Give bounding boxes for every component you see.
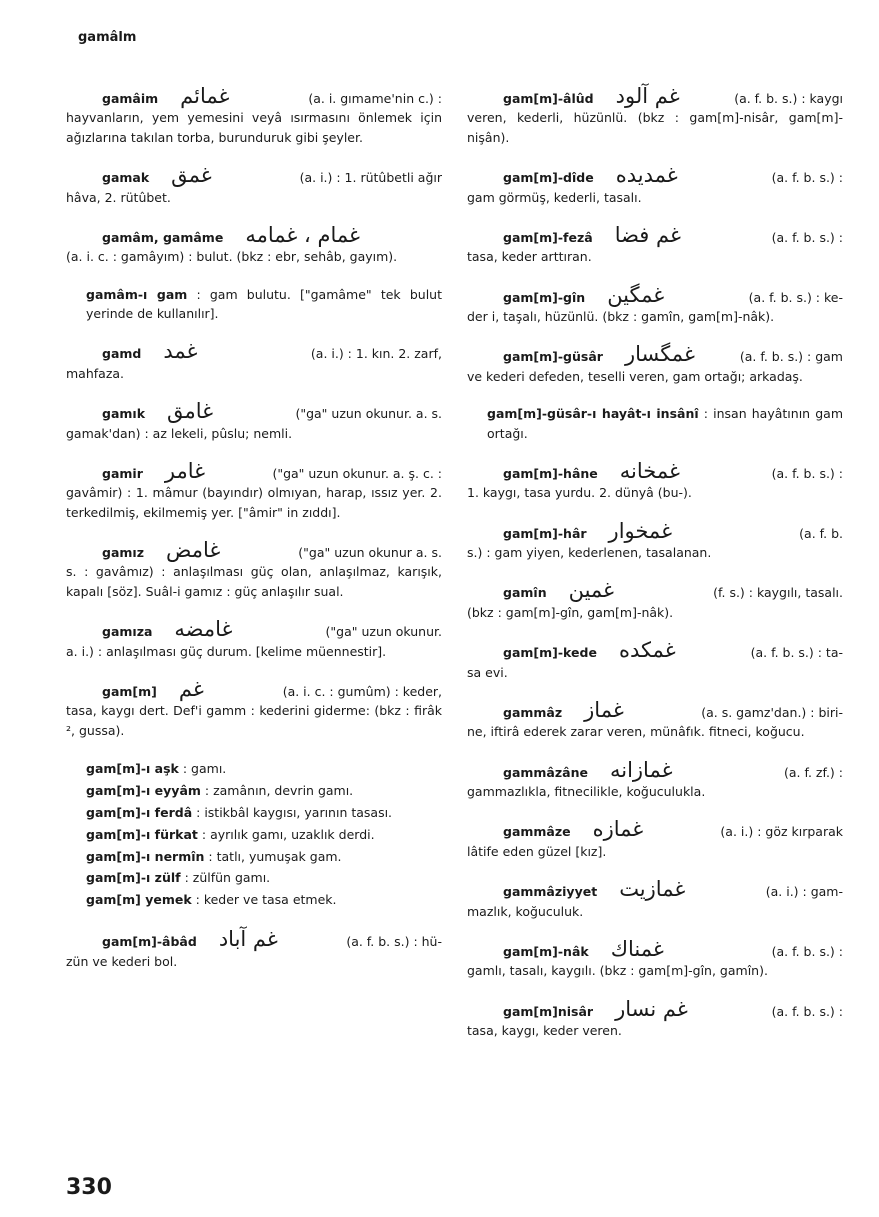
dictionary-entry (467, 580, 843, 622)
headword: gamâim (102, 91, 159, 106)
compound-entry (66, 285, 442, 324)
sub-definition: : keder ve tasa etmek. (195, 892, 337, 908)
headword: gamd (102, 346, 142, 362)
right-column (467, 86, 843, 1058)
dictionary-entry (467, 879, 843, 921)
headword: gam[m]-hâne (503, 465, 598, 481)
arabic-script: غامر (164, 458, 206, 483)
entry-definition: tasa, keder arttıran. (467, 249, 592, 265)
dictionary-entry (66, 676, 442, 740)
dictionary-entry (467, 518, 843, 563)
entry-first-line (467, 757, 843, 782)
sub-entry (66, 867, 442, 889)
entry-first-line (66, 619, 442, 641)
entry-grammar: (a. f. b. s.) : (771, 229, 843, 245)
sub-entry (66, 824, 442, 846)
compound-definition: : insan hayâtının gam ortağı. (487, 406, 843, 441)
entry-first-line (66, 676, 442, 701)
page-number: 330 (66, 1175, 112, 1200)
dictionary-entry (66, 165, 442, 207)
entry-first-line (467, 344, 843, 366)
dictionary-entry (467, 757, 843, 802)
compound-headword: gam[m]-güsâr-ı hayât-ı insânî (487, 406, 699, 422)
dictionary-entry (66, 540, 442, 601)
headword: gammâze (503, 824, 571, 840)
entry-grammar: (a. f. b. s.) : (771, 465, 843, 481)
sub-headword: gam[m]-ı fürkat (86, 826, 198, 842)
entry-first-line (467, 697, 843, 722)
sub-headword: gam[m]-ı nermîn (86, 848, 205, 864)
arabic-script: غم آلود (615, 84, 680, 108)
sub-headword: gam[m]-ı eyyâm (86, 782, 201, 798)
entry-grammar: ("ga" uzun okunur. a. ş. c. : (272, 465, 442, 481)
arabic-script: غمام ، غمامه (245, 222, 361, 247)
left-column (66, 86, 442, 989)
entry-first-line (467, 936, 843, 961)
sub-definition: : zamânın, devrin gamı. (204, 782, 354, 798)
entry-definition: gammazlıkla, fitnecilikle, koğuculukla. (467, 784, 706, 799)
headword: gam[m]-güsâr (503, 349, 603, 365)
entry-grammar: (a. f. b. s.) : (771, 1003, 843, 1019)
entry-definition: hâva, 2. rütûbet. (66, 189, 171, 205)
dictionary-entry (467, 640, 843, 682)
compound-headword: gamâm-ı gam (86, 286, 188, 302)
entry-definition: gam görmüş, kederli, tasalı. (467, 189, 642, 205)
dictionary-entry (66, 458, 442, 522)
entry-definition: ve kederi defeden, teselli veren, gam ortağı; arkadaş. (467, 368, 803, 384)
dictionary-entry (467, 344, 843, 386)
entry-first-line (66, 222, 442, 247)
arabic-script: غامض (165, 538, 221, 562)
dictionary-entry (467, 222, 843, 267)
entry-definition: mahfaza. (66, 365, 125, 381)
arabic-script: غمگسار (624, 342, 695, 367)
entry-definition: gavâmir) : 1. mâmur (bayındır) olmıyan, harap, ıssız yer. 2. terkedilmiş, ekilmemiş yer. ["âmir" in zıddı]. (66, 485, 442, 520)
headword: gammâz (503, 704, 563, 720)
dictionary-entry (467, 996, 843, 1041)
entry-grammar: (a. f. b. s.) : (771, 170, 843, 186)
entry-first-line (66, 458, 442, 483)
entry-first-line (467, 819, 843, 841)
headword: gamak (102, 170, 150, 186)
sub-headword: gam[m]-ı ferdâ (86, 804, 193, 820)
entry-grammar: (a. f. b. s.) : gam (739, 349, 843, 365)
entry-grammar: (a. i.) : 1. kın. 2. zarf, (310, 346, 442, 362)
entry-first-line (467, 518, 843, 543)
arabic-script: غمازیت (619, 877, 686, 902)
entry-definition: tasa, kaygı, keder veren. (467, 1023, 622, 1038)
entry-grammar: ("ga" uzun okunur a. s. (298, 545, 442, 560)
entry-grammar: (a. f. b. s.) : kaygı (734, 91, 843, 106)
entry-first-line (467, 458, 843, 483)
entry-definition: s.) : gam yiyen, kederlenen, tasalanan. (467, 545, 712, 560)
arabic-script: غم نسار (615, 996, 688, 1021)
entry-definition: (a. i. c. : gamâyım) : bulut. (bkz : ebr, sehâb, gayım). (66, 249, 398, 265)
headword: gamîn (503, 585, 547, 601)
entry-definition: ne, iftirâ ederek zarar veren, münâfık. fitneci, koğucu. (467, 724, 805, 740)
dictionary-entry (66, 86, 442, 147)
headword: gamir (102, 465, 143, 481)
arabic-script: غمخانه (619, 458, 680, 483)
entry-definition: hayvanların, yem yemesini veyâ ısırmasını önlemek için ağızlarına takılan torba, burunduruk gibi şeyler. (66, 110, 442, 145)
entry-definition: mazlık, koğuculuk. (467, 903, 584, 919)
entry-grammar: (a. i.) : göz kırparak (720, 824, 843, 840)
entry-definition: gamak'dan) : az lekeli, pûslu; nemli. (66, 425, 293, 441)
headword: gamık (102, 406, 146, 422)
headword: gam[m]-nâk (503, 943, 589, 959)
entry-first-line (467, 86, 843, 108)
dictionary-entry (66, 929, 442, 971)
sub-entry (66, 780, 442, 802)
entry-first-line (467, 580, 843, 602)
arabic-script: غمد (163, 339, 198, 364)
arabic-script: غماز (584, 697, 624, 722)
dictionary-entry (66, 401, 442, 443)
entry-grammar: (a. i.) : 1. rütûbetli ağır (299, 170, 442, 186)
entry-first-line (66, 401, 442, 423)
entry-definition: 1. kaygı, tasa yurdu. 2. dünyâ (bu-). (467, 485, 692, 501)
arabic-script: غمازه (592, 817, 644, 842)
entry-first-line (66, 341, 442, 363)
entry-first-line (467, 222, 843, 247)
sub-definition: : zülfün gamı. (184, 870, 271, 886)
entry-grammar: (a. f. b. s.) : ta- (750, 645, 843, 661)
entry-definition: sa evi. (467, 664, 508, 680)
entry-first-line (467, 640, 843, 662)
headword: gammâziyyet (503, 884, 598, 900)
dictionary-entry (467, 697, 843, 742)
entry-grammar: ("ga" uzun okunur. a. s. (295, 406, 442, 422)
sub-definition: : ayrılık gamı, uzaklık derdi. (201, 826, 375, 842)
dictionary-entry (467, 165, 843, 207)
headword: gamâm, gamâme (102, 229, 224, 245)
entry-grammar: (a. f. b. s.) : hü- (346, 934, 442, 950)
arabic-script: غامق (167, 399, 214, 424)
dictionary-entry (467, 819, 843, 861)
compound-definition: : gam bulutu. ["gamâme" tek bulut yerinde de kullanılır]. (86, 286, 442, 321)
headword: gam[m]-fezâ (503, 229, 593, 245)
entry-first-line (66, 540, 442, 562)
entry-grammar: (a. s. gamz'dan.) : biri- (701, 704, 843, 720)
arabic-script: غم (178, 676, 204, 701)
arabic-script: غمین (568, 578, 615, 603)
entry-definition: lâtife eden güzel [kız]. (467, 843, 607, 859)
arabic-script: غمکده (618, 638, 676, 663)
sub-definition: : tatlı, yumuşak gam. (208, 848, 342, 864)
arabic-script: غم فضا (614, 222, 681, 247)
arabic-script: غامضه (174, 617, 233, 642)
sub-headword: gam[m] yemek (86, 892, 192, 908)
sub-entry (66, 846, 442, 868)
headword: gam[m]-hâr (503, 525, 587, 541)
headword: gamıza (102, 624, 153, 640)
entry-first-line (467, 996, 843, 1021)
sub-entry (66, 802, 442, 824)
entry-grammar: ("ga" uzun okunur. (325, 624, 442, 640)
headword: gam[m]nisâr (503, 1003, 594, 1019)
arabic-script: غمدیده (615, 163, 678, 188)
entry-definition: tasa, kaygı dert. Def'i gamm : kederini giderme: (bkz : firâk ², gussa). (66, 703, 442, 738)
dictionary-entry (467, 86, 843, 147)
entry-grammar: (a. i. gımame'nin c.) : (308, 91, 442, 106)
dictionary-entry (467, 458, 843, 503)
headword: gammâzâne (503, 764, 588, 780)
headword: gam[m]-kede (503, 645, 597, 661)
arabic-script: غمگین (607, 282, 665, 307)
compound-entry (467, 404, 843, 443)
entry-definition: zün ve kederi bol. (66, 953, 178, 969)
sub-entry (66, 758, 442, 780)
entry-grammar: (a. f. b. (799, 525, 843, 541)
headword: gam[m]-âbâd (102, 934, 197, 950)
entry-definition: s. : gavâmız) : anlaşılması güç olan, anlaşılmaz, karışık, kapalı [söz]. Suâl-i gamız : güç anlaşılır sual. (66, 564, 442, 599)
dictionary-entry (467, 282, 843, 327)
headword: gam[m] (102, 683, 157, 699)
entry-grammar: (a. i.) : gam- (765, 884, 843, 900)
arabic-script: غمق (171, 163, 212, 188)
entry-grammar: (a. i. c. : gumûm) : keder, (282, 683, 442, 699)
entry-definition: der i, taşalı, hüzünlü. (bkz : gamîn, gam[m]-nâk). (467, 309, 775, 324)
entry-grammar: (f. s.) : kaygılı, tasalı. (713, 585, 843, 601)
sub-entry (66, 889, 442, 911)
entry-definition: a. i.) : anlaşılması güç durum. [kelime müennestir]. (66, 643, 387, 659)
entry-first-line (66, 86, 442, 108)
arabic-script: غمناك (610, 936, 664, 961)
arabic-script: غم آباد (218, 927, 278, 952)
sub-definition: : istikbâl kaygısı, yarının tasası. (196, 804, 393, 820)
entry-grammar: (a. f. zf.) : (783, 764, 843, 780)
headword: gamız (102, 545, 144, 560)
entry-first-line (467, 165, 843, 187)
dictionary-entry (66, 222, 442, 267)
entry-grammar: (a. f. b. s.) : (771, 943, 843, 959)
page-header: gamâlm (78, 30, 137, 45)
arabic-script: غمخوار (608, 518, 673, 543)
headword: gam[m]-âlûd (503, 91, 594, 106)
entry-definition: gamlı, tasalı, kaygılı. (bkz : gam[m]-gîn, gamîn). (467, 963, 768, 979)
sub-definition: : gamı. (182, 761, 227, 776)
sub-headword: gam[m]-ı aşk (86, 761, 179, 776)
entry-first-line (66, 929, 442, 951)
dictionary-entry (66, 341, 442, 383)
dictionary-entry (66, 619, 442, 661)
headword: gam[m]-dîde (503, 170, 594, 186)
entry-definition: (bkz : gam[m]-gîn, gam[m]-nâk). (467, 604, 674, 620)
sub-headword: gam[m]-ı zülf (86, 870, 181, 886)
entry-first-line (467, 282, 843, 307)
headword: gam[m]-gîn (503, 289, 586, 305)
arabic-script: غمازانه (609, 757, 673, 782)
dictionary-entry (467, 936, 843, 981)
entry-definition: veren, kederli, hüzünlü. (bkz : gam[m]-nisâr, gam[m]-nişân). (467, 110, 843, 145)
arabic-script: غمائم (180, 84, 230, 108)
entry-grammar: (a. f. b. s.) : ke- (748, 289, 843, 305)
entry-first-line (66, 165, 442, 187)
entry-first-line (467, 879, 843, 901)
